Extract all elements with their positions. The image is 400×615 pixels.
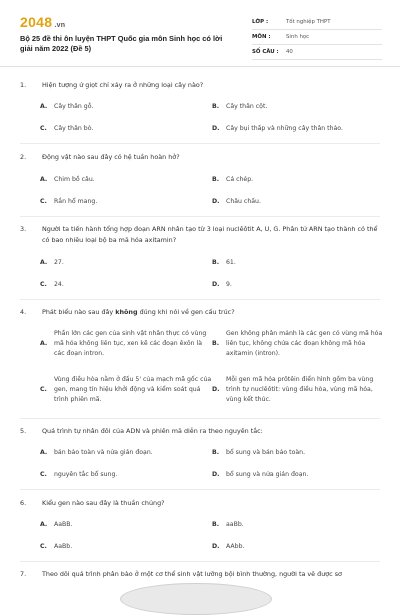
option-text: 9. — [226, 281, 232, 288]
option-text: AAbb. — [226, 543, 245, 550]
option-letter: A. — [40, 340, 48, 347]
option-letter: A. — [40, 103, 48, 110]
question-stem: Động vật nào sau đây có hệ tuần hoàn hở? — [42, 153, 180, 161]
option-text: bổ sung và bán bảo toàn. — [226, 449, 306, 456]
option-text: Cây thân cột. — [226, 103, 268, 110]
meta-value: Sinh học — [286, 34, 310, 40]
option-text: 61. — [226, 259, 236, 266]
divider — [20, 299, 380, 300]
option-text: Cây thân bò. — [54, 125, 94, 132]
option-letter: A. — [40, 259, 48, 266]
option-text: bán bảo toàn và nửa gián đoạn. — [54, 449, 153, 456]
option-text: Cây thân gỗ. — [54, 103, 94, 110]
question-stem: Quá trình tự nhân đôi của ADN và phiên mã diễn ra theo nguyên tắc: — [42, 427, 263, 435]
question-stem: Kiểu gen nào sau đây là thuần chủng? — [42, 499, 165, 507]
question-number: 2. — [20, 153, 27, 161]
logo-domain: .vn — [54, 22, 66, 29]
divider — [20, 418, 380, 419]
option-text: Rắn hổ mang. — [54, 198, 98, 205]
option-letter: A. — [40, 449, 48, 456]
option-text: Cá chép. — [226, 176, 254, 183]
option-text: Chim bồ câu. — [54, 176, 95, 183]
option-text: 27. — [54, 259, 64, 266]
document-title: Bộ 25 đề thi ôn luyện THPT Quốc gia môn Sinh học có lời giải năm 2022 (Đề 5) — [20, 34, 223, 53]
option-letter: B. — [212, 340, 220, 347]
option-letter: A. — [40, 176, 48, 183]
option-text: Gen không phân mảnh là các gen có vùng mã hóa liên tục, không chứa các đoạn không mã hóa axitamin (intron). — [226, 330, 383, 358]
option-letter: D. — [212, 543, 220, 550]
option-text: AaBB. — [54, 521, 73, 528]
option-text: AaBb. — [54, 543, 73, 550]
meta-row-grade — [252, 15, 382, 30]
option-letter: D. — [212, 125, 220, 132]
option-letter: B. — [212, 259, 220, 266]
question-stem: Theo dõi quá trình phân bào ở một cơ thể sinh vật lưỡng bội bình thường, người ta vẽ được sơ — [42, 570, 342, 578]
option-letter: C. — [40, 386, 47, 393]
site-logo[interactable] — [20, 14, 65, 30]
option-letter: D. — [212, 198, 220, 205]
stem-emphasis: không — [115, 308, 138, 316]
meta-table — [252, 15, 382, 60]
meta-value: 40 — [286, 49, 293, 55]
question-number: 4. — [20, 308, 27, 316]
option-letter: B. — [212, 449, 220, 456]
option-text: Cây bụi thấp và những cây thân thảo. — [226, 125, 343, 132]
option-letter: B. — [212, 176, 220, 183]
cell-division-figure — [120, 583, 272, 615]
divider — [20, 143, 380, 144]
option-text: nguyên tắc bổ sung. — [54, 471, 118, 478]
question-number: 7. — [20, 570, 27, 578]
option-letter: C. — [40, 543, 47, 550]
question-number: 1. — [20, 81, 27, 89]
option-letter: C. — [40, 125, 47, 132]
stem-text: Phát biểu nào sau đây — [42, 308, 116, 316]
meta-key: LỚP : — [252, 19, 269, 25]
question-number: 5. — [20, 427, 27, 435]
question-number: 6. — [20, 499, 27, 507]
option-text: bổ sung và nửa gián đoạn. — [226, 471, 309, 478]
meta-key: MÔN : — [252, 34, 271, 40]
divider — [20, 489, 380, 490]
option-letter: A. — [40, 521, 48, 528]
question-stem: Người ta tiến hành tổng hợp đoạn ARN nhân tạo từ 3 loại nuclêôtit A, U, G. Phân tử ARN tạo thành có thể có bao nhiêu loại bộ ba mã hóa axitamin? — [42, 225, 378, 244]
stem-text: đúng khi nói về gen cấu trúc? — [137, 308, 235, 316]
option-letter: D. — [212, 471, 220, 478]
divider — [20, 561, 380, 562]
option-text: 24. — [54, 281, 64, 288]
option-text: Mỗi gen mã hóa prôtêin điển hình gồm ba vùng trình tự nuclêôtit: vùng điều hòa, vùng mã hóa, vùng kết thúc. — [226, 376, 374, 404]
divider — [20, 216, 380, 217]
question-number: 3. — [20, 225, 27, 233]
meta-key: SỐ CÂU : — [252, 49, 279, 55]
option-letter: D. — [212, 281, 220, 288]
option-text: Châu chấu. — [226, 198, 261, 205]
option-letter: B. — [212, 521, 220, 528]
logo-text: 2048 — [20, 14, 53, 30]
option-letter: C. — [40, 471, 47, 478]
question-stem — [42, 307, 382, 318]
option-letter: D. — [212, 386, 220, 393]
option-text: Phần lớn các gen của sinh vật nhân thực có vùng mã hóa không liên tục, xen kẽ các đoạn êxôn là các đoạn intron. — [54, 330, 207, 358]
option-letter: C. — [40, 281, 47, 288]
option-text: Vùng điều hòa nằm ở đầu 5' của mạch mã gốc của gen, mang tín hiệu khởi động và kiểm soát quá trình phiên mã. — [54, 376, 212, 404]
option-letter: B. — [212, 103, 220, 110]
meta-row-count — [252, 45, 382, 60]
question-stem: Hiện tượng ứ giọt chỉ xảy ra ở những loại cây nào? — [42, 81, 204, 89]
document-header — [0, 0, 400, 67]
meta-row-subject — [252, 30, 382, 45]
option-text: aaBb. — [226, 521, 244, 528]
option-letter: C. — [40, 198, 47, 205]
meta-value: Tốt nghiệp THPT — [286, 19, 331, 25]
